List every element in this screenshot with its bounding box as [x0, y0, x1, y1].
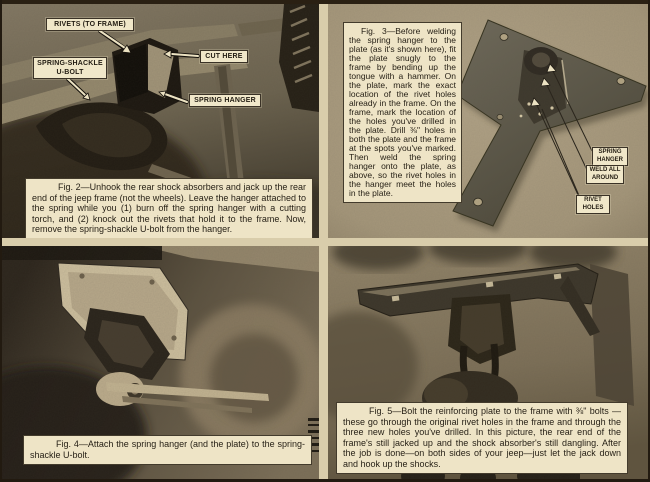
callout-weld-all-around: WELD ALL AROUND: [586, 165, 624, 184]
fig3-caption: Fig. 3—Before welding the spring hanger to the plate (as it's shown here), fit the plate snugly to the frame by bending up the tongue with a hammer. On the plate, mark the exact location of the rivet holes already in the frame. On the frame, mark the location of the holes you've drilled in the plate. Drill ⅜" holes in both the plate and the frame at the spots you've marked. Then weld the spring hanger onto the plate, as above, so the rivet holes in the hanger meet the holes in the plate.: [343, 22, 462, 203]
page-edge-left: [0, 0, 2, 482]
callout-spring-shackle-u-bolt: SPRING-SHACKLE U-BOLT: [33, 57, 107, 79]
callout-cut-here: CUT HERE: [200, 50, 248, 63]
fig5-panel: [328, 246, 648, 482]
fig3-panel: [328, 4, 648, 238]
fig5-caption: Fig. 5—Bolt the reinforcing plate to the frame with ⅜" bolts —these go through the original rivet holes in the frame and through the three new holes you've drilled. In this picture, the rear end of the frame's still jacked up and the shock absorber's still dangling. After the job is done—on both sides of your jeep—just let the jack down and hook up the shocks.: [336, 402, 628, 474]
fig4-caption: Fig. 4—Attach the spring hanger (and the plate) to the spring-shackle U-bolt.: [23, 435, 312, 465]
page-edge-top: [0, 0, 650, 4]
fig4-panel: [2, 246, 319, 482]
callout-rivet-holes: RIVET HOLES: [576, 195, 610, 214]
fig2-caption: Fig. 2—Unhook the rear shock absorbers and jack up the rear end of the jeep frame (not the wheels). Leave the hanger attached to the spring while you (1) burn off the spring hanger with a cutting torch, and (2) knock out the rivets that hold it to the frame. Now, remove the spring-shackle U-bolt from the hanger.: [25, 178, 313, 238]
callout-spring-hanger: SPRING HANGER: [189, 94, 261, 107]
fig2-panel: [2, 4, 319, 238]
callout-spring-hanger-small: SPRING HANGER: [592, 147, 628, 166]
callout-rivets-to-frame: RIVETS (TO FRAME): [46, 18, 134, 31]
